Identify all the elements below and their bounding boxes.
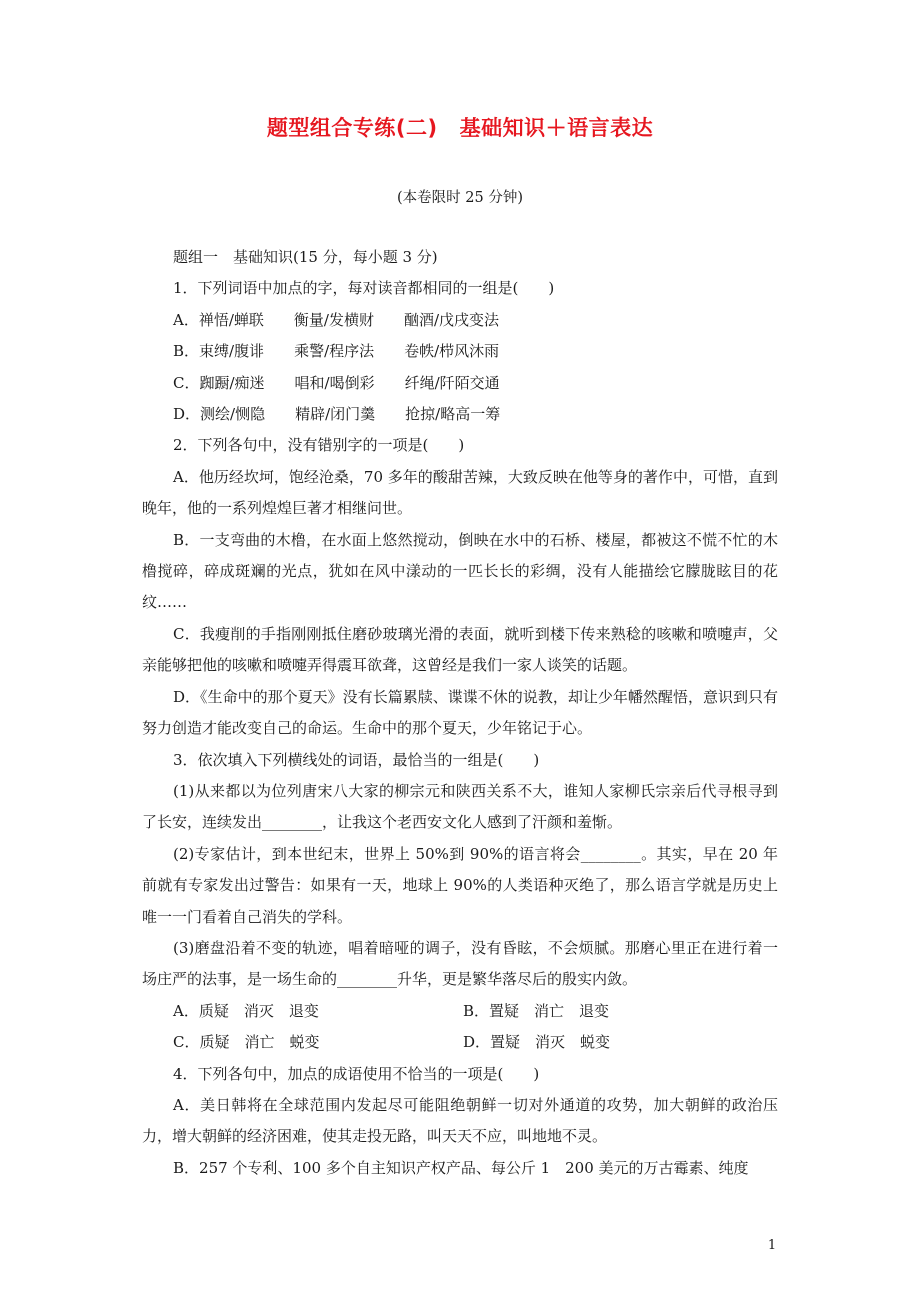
q1-option-d: D．测绘/恻隐 精辟/闭门羹 抢掠/略高一筹 [173, 405, 501, 424]
q3-sentence-1: (1)从来都以为位列唐宋八大家的柳宗元和陕西关系不大，谁知人家柳氏宗亲后代寻根寻到了长安，连续发出________，让我这个老西安文化人感到了汗颜和羞惭。 [142, 781, 778, 832]
q1-option-c: C．踟蹰/痴迷 唱和/喝倒彩 纤绳/阡陌交通 [173, 373, 500, 392]
q2-stem: 2．下列各句中，没有错别字的一项是( ) [173, 436, 465, 455]
group-heading: 题组一 基础知识(15 分，每小题 3 分) [173, 248, 438, 266]
page-title [0, 112, 920, 142]
q3-option-c: C．质疑 消亡 蜕变 [173, 1033, 320, 1052]
q3-option-a: A．质疑 消灭 退变 [173, 1001, 319, 1020]
q3-sentence-3: (3)磨盘沿着不变的轨迹，唱着暗哑的调子，没有昏眩，不会烦腻。那磨心里正在进行着一场庄严的法事，是一场生命的________升华，更是繁华落尽后的殷实内敛。 [142, 938, 778, 989]
question-body [142, 242, 778, 1184]
q3-stem: 3．依次填入下列横线处的词语，最恰当的一组是( ) [173, 750, 540, 769]
q3-option-d: D．置疑 消灭 蜕变 [463, 1033, 611, 1052]
q2-option-c: C．我瘦削的手指刚刚抵住磨砂玻璃光滑的表面，就听到楼下传来熟稔的咳嗽和喷嚏声，父亲能够把他的咳嗽和喷嚏弄得震耳欲聋，这曾经是我们一家人谈笑的话题。 [142, 624, 778, 675]
q2-option-d: D．《生命中的那个夏天》没有长篇累牍、谍谍不休的说教，却让少年幡然醒悟，意识到只有努力创造才能改变自己的命运。生命中的那个夏天，少年铭记于心。 [142, 687, 778, 738]
q1-option-a: A．禅悟/蝉联 衡量/发横财 酗酒/戊戌变法 [173, 310, 499, 329]
q3-option-b: B．置疑 消亡 退变 [463, 1001, 610, 1020]
page-number: 1 [767, 1238, 777, 1253]
q2-option-b: B．一支弯曲的木橹，在水面上悠然搅动，倒映在水中的石桥、楼屋，都被这不慌不忙的木橹搅碎，碎成斑斓的光点，犹如在风中漾动的一匹长长的彩绸，没有人能描绘它朦胧眩目的花纹…… [142, 530, 778, 612]
q1-option-b: B．束缚/腹诽 乘警/程序法 卷帙/栉风沐雨 [173, 342, 500, 361]
title-main: 题型组合专练(二) [266, 116, 438, 140]
q3-sentence-2: (2)专家估计，到本世纪末，世界上 50%到 90%的语言将会________。其实，早在 20 年前就有专家发出过警告：如果有一天，地球上 90%的人类语种灭绝了，那么语言学就是历史上唯一一门看着自己消失的学科。 [142, 844, 778, 926]
title-sub: 基础知识＋语言表达 [459, 116, 654, 140]
q2-option-a: A．他历经坎坷，饱经沧桑，70 多年的酸甜苦辣，大致反映在他等身的著作中，可惜，直到晚年，他的一系列煌煌巨著才相继问世。 [142, 467, 778, 518]
q4-stem: 4．下列各句中，加点的成语使用不恰当的一项是( ) [173, 1064, 540, 1083]
time-limit: (本卷限时 25 分钟) [397, 190, 523, 206]
q4-option-b: B．257 个专利、100 多个自主知识产权产品、每公斤 1 200 美元的万古霉素、纯度 [173, 1158, 749, 1177]
q3-options-row-2 [142, 1027, 778, 1058]
q4-option-a: A．美日韩将在全球范围内发起尽可能阻绝朝鲜一切对外通道的攻势，加大朝鲜的政治压力，增大朝鲜的经济困难，使其走投无路，叫天天不应，叫地地不灵。 [142, 1095, 778, 1146]
q1-stem: 1．下列词语中加点的字，每对读音都相同的一组是( ) [173, 279, 555, 298]
q3-options-row-1 [142, 996, 778, 1027]
